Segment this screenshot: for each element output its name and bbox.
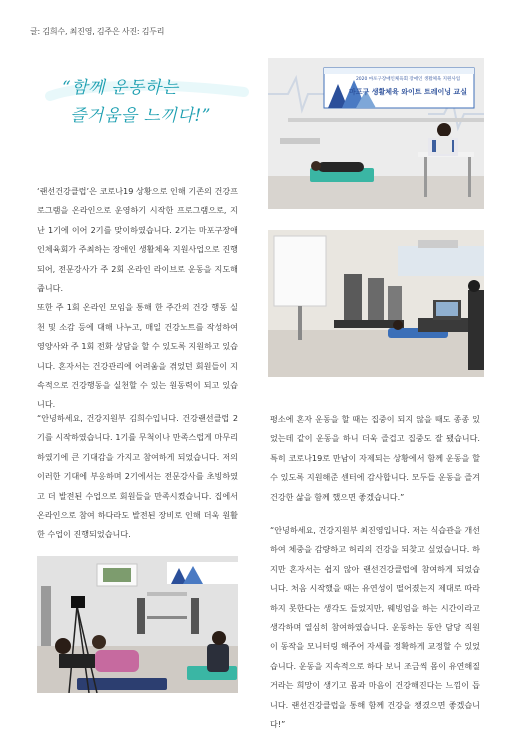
paragraph-intro (37, 182, 238, 415)
credit-line: 글: 김희수, 최진영, 김주은 사진: 김두리 (30, 27, 165, 36)
paragraph-intro-a: ‘랜선건강클럽’은 코로나19 상황으로 인해 기존의 건강프로그램을 온라인으로 운영하기 시작한 프로그램으로, 지난 1기에 이어 2기를 맞이하였습니다. 2기는 마포구장애인체육회가 주최하는 장애인 생활체육 지원사업으로 진행되어, 전문강사가 주 2회 온라인 라이브로 운동을 지도해줍니다. (37, 186, 238, 294)
paragraph-intro-b: 또한 주 1회 온라인 모임을 통해 한 주간의 건강 행동 실천 및 소감 등에 대해 나누고, 매일 건강노트를 작성하여 영양사와 주 1회 전화 상담을 할 수 있도록 지원하고 있습니다. 혼자서는 건강관리에 어려움을 겪었던 회원들이 지속적으로 건강행동을 실천할 수 있는 원동력이 되고 있습니다. (37, 302, 238, 410)
paragraph-testimonial-1-cont: 평소에 혼자 운동을 할 때는 집중이 되지 않을 때도 종종 있었는데 같이 운동을 하니 더욱 즐겁고 집중도 잘 됐습니다. 특히 코로나19로 만남이 자제되는 상황에서 함께 운동을 할 수 있도록 지원해준 센터에 감사합니다. 모두들 운동을 즐겨 건강한 삶을 함께 했으면 좋겠습니다.” (270, 414, 480, 502)
paragraph-testimonial-1: “안녕하세요, 건강지원부 김희수입니다. 건강랜선클럽 2기를 시작하였습니다. 1기를 무척이나 만족스럽게 마무리하였기에 큰 기대감을 가지고 참여하게 되었습니다. 저의 이러한 기대에 부응하며 2기에서는 전문강사를 초빙하였고 더 발전된 수업으로 회원들을 만족시켰습니다. 집에서 온라인으로 참여 하다라도 발전된 장비로 인해 더욱 원활한 수업이 진행되었습니다. (37, 413, 238, 540)
headline-line-1: “함께 운동하는 (62, 78, 179, 98)
headline (44, 62, 254, 132)
photo-exercise-room (268, 230, 484, 377)
headline-line-2: 즐거움을 느끼다!” (70, 106, 211, 126)
photo-participants-mats (37, 556, 238, 693)
photo-online-class (268, 58, 484, 209)
banner-line-2: 마포구 생활체육 와이트 트레이닝 교실 (349, 88, 467, 96)
paragraph-testimonial-2: “안녕하세요, 건강지원부 최진영입니다. 저는 식습관을 개선하여 체중을 감량하고 허리의 건강을 되찾고 싶었습니다. 하지만 혼자서는 쉽지 않아 랜선건강클럽에 참여하게 되었습니다. 처음 시작했을 때는 유연성이 떨어졌는지 제대로 따라하지 못한다는 생각도 들었지만, 웨빙엄을 하는 시간이라고 생각하며 열심히 참여하였습니다. 운동하는 동안 담당 직원이 동작을 모니터링 해주어 자세를 정확하게 교정할 수 있었습니다. 운동을 지속적으로 하다 보니 조금씩 몸이 유연해질 거라는 희망이 생기고 몸과 마음이 건강해진다는 느낌이 듭니다. 랜선건강클럽을 통해 함께 건강을 챙겼으면 좋겠습니다!” (270, 525, 480, 730)
banner-line-1: 2020 마포구장애인체육회 장애인 생활체육 지원사업 (355, 77, 461, 82)
headline-text (62, 74, 211, 130)
